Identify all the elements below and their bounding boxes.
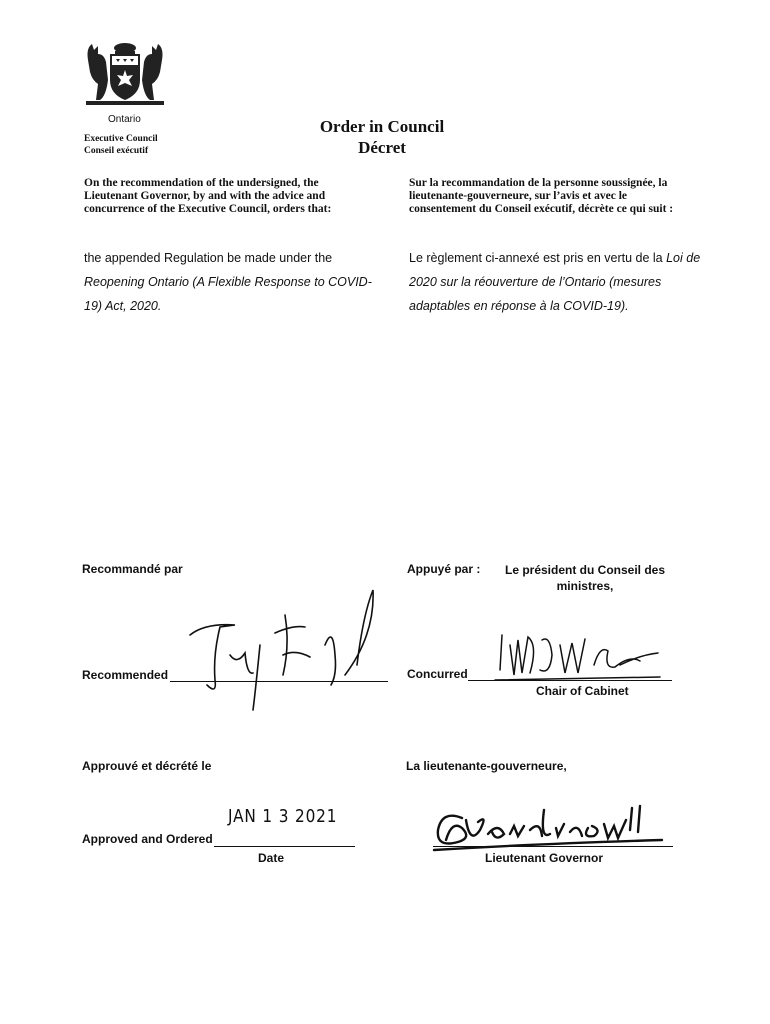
executive-council-en: Executive Council <box>84 134 158 144</box>
approved-label: Approved and Ordered <box>82 832 213 846</box>
date-label: Date <box>258 851 285 865</box>
chair-of-cabinet-label: Chair of Cabinet <box>536 684 629 698</box>
ontario-coat-of-arms-icon <box>82 40 168 106</box>
ltgov-fr-label: La lieutenante-gouverneure, <box>406 759 567 773</box>
concurred-label: Concurred <box>407 667 468 681</box>
recommendation-en: On the recommendation of the undersigned, the Lieutenant Governor, by and with the advice and concurrence of the Executive Council, orders that: <box>84 177 332 215</box>
approuve-label: Approuvé et décrété le <box>82 759 212 773</box>
recommendation-fr: Sur la recommandation de la personne soussignée, la lieutenante-gouverneure, sur l’avis et avec le consentement du Conseil exécutif, décrète ce qui suit : <box>409 177 674 215</box>
title-fr: Décret <box>358 138 406 157</box>
recommended-signature-line <box>170 681 388 682</box>
executive-council-fr: Conseil exécutif <box>84 146 149 156</box>
order-body-en <box>84 246 384 318</box>
recommended-signature <box>175 585 385 710</box>
concurred-signature-line <box>468 680 672 681</box>
lieutenant-governor-line <box>433 846 673 847</box>
title-en: Order in Council <box>319 117 445 136</box>
act-title-fr: Loi de 2020 sur la réouverture de l’Ontario (mesures adaptables en réponse à la COVID-19). <box>409 251 701 313</box>
appuye-par-label: Appuyé par : <box>407 562 481 576</box>
act-title-en: Reopening Ontario (A Flexible Response to COVID-19) Act, 2020. <box>84 275 372 313</box>
recommended-label: Recommended <box>82 668 169 682</box>
president-label: Le président du Conseil des ministres, <box>504 563 666 593</box>
order-body-fr <box>409 246 709 318</box>
lieutenant-governor-label: Lieutenant Governor <box>485 851 604 865</box>
recommande-par-label: Recommandé par <box>82 562 183 576</box>
order-text-fr: Le règlement ci-annexé est pris en vertu de la <box>409 251 663 265</box>
province-label: Ontario <box>108 114 141 125</box>
date-stamp: JAN 1 3 2021 <box>228 806 338 827</box>
date-line <box>214 846 355 847</box>
concurred-signature <box>490 625 665 685</box>
order-text-en: the appended Regulation be made under the <box>84 251 333 265</box>
